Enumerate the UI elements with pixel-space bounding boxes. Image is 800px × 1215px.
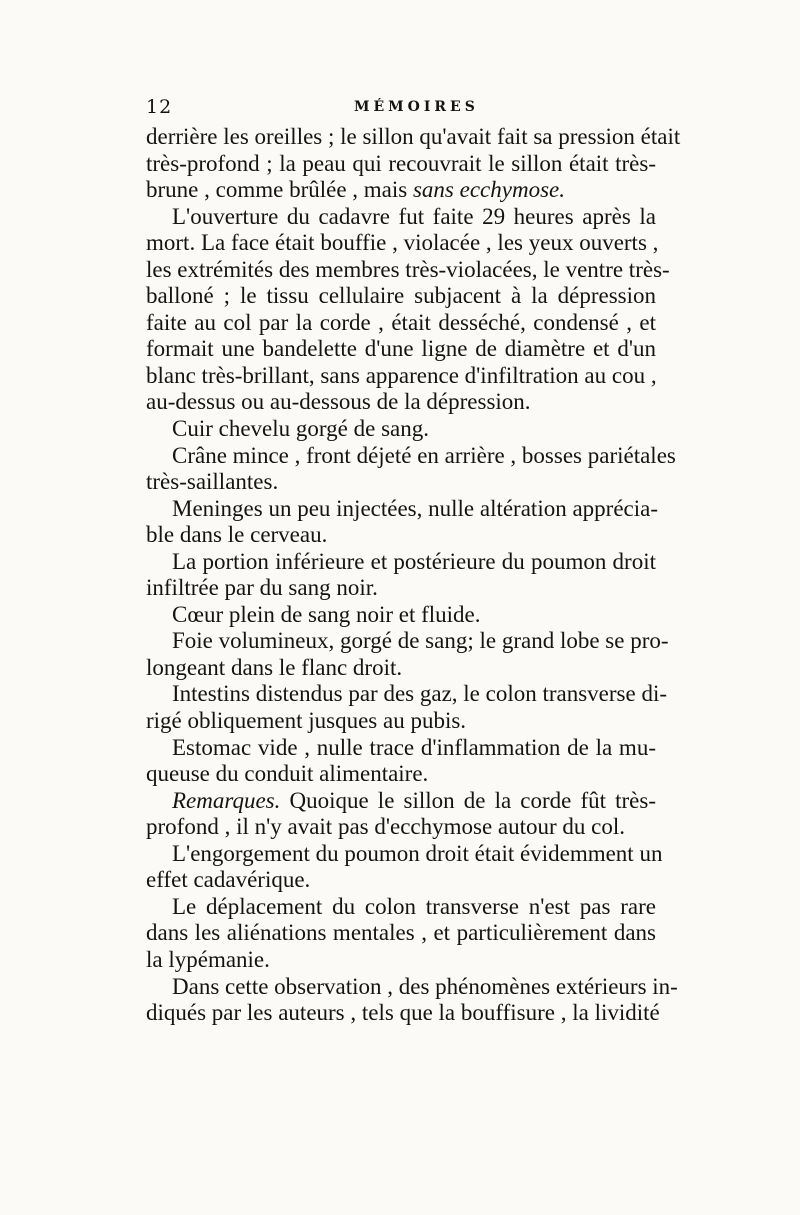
text-line-content: au-dessus ou au-dessous de la dépression. — [146, 389, 531, 415]
text-line — [146, 230, 659, 257]
text-line-content: formait une bandelette d'une ligne de diamètre et d'un — [146, 336, 656, 362]
italic-phrase: Remarques. — [172, 787, 281, 813]
text-line-content: diqués par les auteurs , tels que la bouffisure , la lividité — [146, 1000, 660, 1026]
text-line-content: Meninges un peu injectées, nulle altération apprécia- — [172, 495, 658, 521]
text-line — [146, 256, 670, 284]
text-line — [146, 708, 656, 735]
text-line-content: profond , il n'y avait pas d'ecchymose autour du col. — [146, 814, 626, 840]
text-line-content: très-saillantes. — [146, 469, 279, 495]
text-line — [146, 814, 656, 841]
text-line — [146, 947, 656, 974]
text-line-content: Dans cette observation , des phénomènes extérieurs in- — [172, 973, 678, 999]
text-line — [146, 336, 656, 363]
text-line-content: L'ouverture du cadavre fut faite 29 heures après la — [172, 203, 656, 229]
text-line — [146, 124, 681, 151]
page-header — [146, 96, 656, 120]
text-line — [146, 389, 656, 416]
text-line — [146, 151, 656, 178]
text-line — [146, 628, 669, 655]
text-line-content: La portion inférieure et postérieure du poumon droit — [172, 548, 656, 574]
text-line — [146, 177, 656, 204]
text-line — [146, 735, 656, 762]
text-line-content: mort. La face était bouffie , violacée , les yeux ouverts , — [146, 230, 659, 256]
text-line-content: effet cadavérique. — [146, 867, 311, 893]
text-line-content: derrière les oreilles ; le sillon qu'avait fait sa pression était — [146, 124, 681, 149]
text-line — [146, 920, 656, 947]
page-number: 12 — [146, 96, 173, 118]
text-line — [146, 681, 668, 708]
text-line — [146, 1000, 660, 1027]
text-line — [146, 310, 656, 337]
body-text — [146, 124, 681, 1027]
text-line-content: ble dans le cerveau. — [146, 522, 328, 548]
running-head: MÉMOIRES — [354, 99, 479, 115]
text-line-content: les extrémités des membres très-violacées, le ventre très- — [146, 256, 670, 282]
text-line — [146, 575, 656, 602]
text-line — [146, 522, 656, 549]
text-line — [146, 496, 656, 523]
text-line-content: dans les aliénations mentales , et particulièrement dans — [146, 920, 656, 946]
text-line-content: brune , comme brûlée , mais — [146, 177, 413, 203]
text-line-content: balloné ; le tissu cellulaire subjacent à la dépression — [146, 283, 656, 309]
text-line-content: Cœur plein de sang noir et fluide. — [172, 601, 481, 627]
text-line — [146, 416, 656, 443]
text-line — [146, 840, 663, 868]
text-line-content: rigé obliquement jusques au pubis. — [146, 708, 467, 734]
italic-phrase: sans ecchymose. — [412, 177, 565, 203]
text-line-content: Intestins distendus par des gaz, le colon transverse di- — [172, 681, 668, 707]
text-line — [146, 363, 656, 390]
text-line-content: longeant dans le flanc droit. — [146, 654, 403, 680]
text-line-content: Foie volumineux, gorgé de sang; le grand lobe se pro- — [172, 628, 669, 654]
text-line-content: L'engorgement du poumon droit était évidemment un — [172, 840, 663, 866]
text-line-content: infiltrée par du sang noir. — [146, 575, 378, 601]
text-line-content: Cuir chevelu gorgé de sang. — [172, 416, 429, 442]
text-line-content: Estomac vide , nulle trace d'inflammation de la mu- — [172, 734, 656, 760]
text-line — [146, 204, 656, 231]
text-line — [146, 973, 678, 1001]
text-line — [146, 602, 656, 629]
text-line-content: la lypémanie. — [146, 946, 270, 972]
text-line — [146, 442, 676, 470]
text-line-content: très-profond ; la peau qui recouvrait le sillon était très- — [146, 150, 656, 176]
text-line-content: Crâne mince , front déjeté en arrière , bosses pariétales — [172, 442, 676, 468]
text-line-content: Le déplacement du colon transverse n'est pas rare — [172, 893, 656, 919]
text-line-continuation: Quoique le sillon de la corde fût très- — [280, 787, 656, 813]
text-line-content: faite au col par la corde , était desséché, condensé , et — [146, 309, 656, 335]
text-line — [146, 549, 656, 576]
text-line — [146, 469, 656, 496]
text-line-content: blanc très-brillant, sans apparence d'infiltration au cou , — [146, 362, 657, 388]
text-line — [146, 283, 656, 310]
text-line — [146, 894, 656, 921]
text-line — [146, 867, 656, 894]
text-line-content: queuse du conduit alimentaire. — [146, 761, 429, 787]
text-line — [146, 655, 656, 682]
text-line — [146, 788, 656, 815]
text-line — [146, 761, 656, 788]
